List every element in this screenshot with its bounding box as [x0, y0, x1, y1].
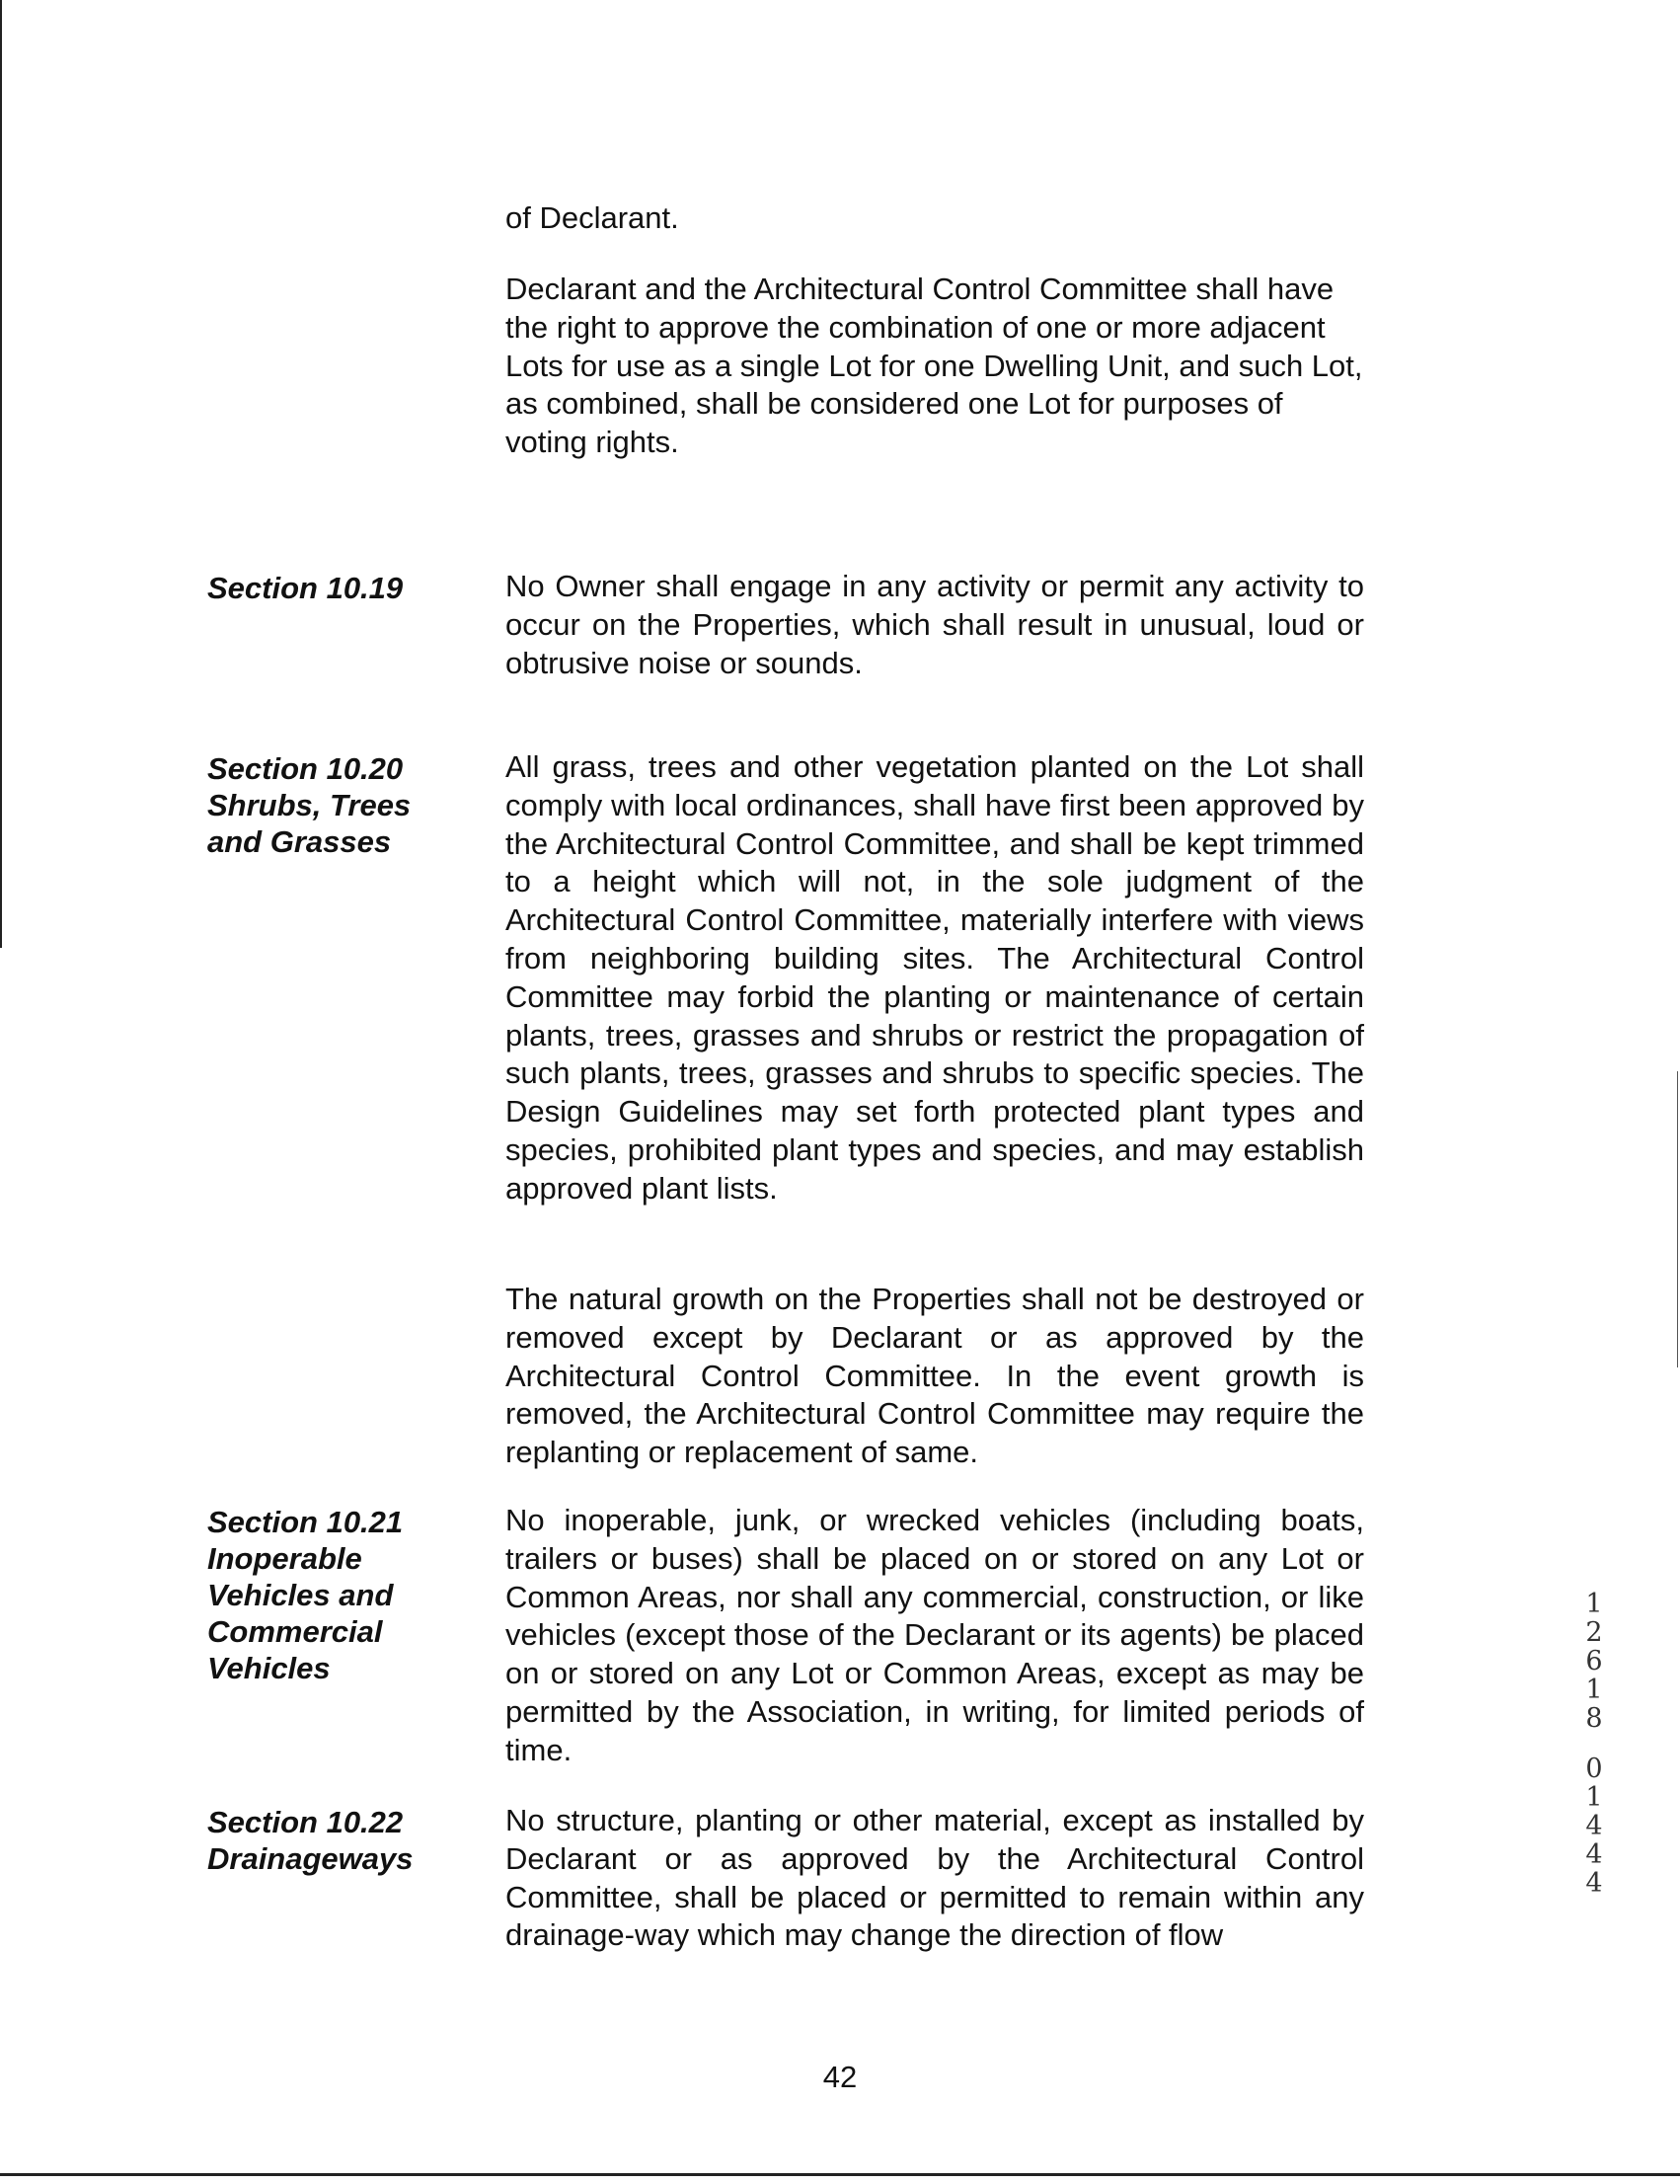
section-10-20-text-1: All grass, trees and other vegetation planted on the Lot shall comply with local ordinances, shall have first been approved by the Architectural Control Committee, and shall be kept trimmed to a height which will not, in the sole judgment of the Architectural Control Committee, materially interfere with views from neighboring building sites. The Architectural Control Committee may forbid the planting or maintenance of certain plants, trees, grasses and shrubs or restrict the propagation of such plants, trees, grasses and shrubs to specific species. The Design Guidelines may set forth protected plant types and species, prohibited plant types and species, and may establish approved plant lists.: [505, 749, 1364, 1206]
section-label-line: Inoperable: [207, 1541, 362, 1576]
section-label-line: Section 10.21: [207, 1505, 404, 1539]
scan-edge-bottom: [0, 2173, 1680, 2176]
section-10-19-label: [207, 570, 444, 606]
section-10-20-text-2: The natural growth on the Properties shall not be destroyed or removed except by Declarant or as approved by the Architectural Control Committee. In the event growth is removed, the Architectural Control Committee may require the replanting or replacement of same.: [505, 1282, 1364, 1470]
page-number: 42: [822, 2060, 858, 2094]
stamp-digit: 0: [1585, 1754, 1603, 1784]
stamp-digit: 1: [1585, 1589, 1603, 1619]
stamp-digit: 6: [1585, 1646, 1603, 1677]
section-10-22-label: [207, 1804, 444, 1877]
section-label-line: Vehicles: [207, 1651, 331, 1685]
stamp-gap: [1574, 1733, 1614, 1755]
section-10-22-text: No structure, planting or other material, except as installed by Declarant or as approved by the Architectural Control Committee, shall be placed or permitted to remain within any drainage-way which may change the direction of flow: [505, 1803, 1364, 1953]
section-10-19-text: No Owner shall engage in any activity or permit any activity to occur on the Properties, which shall result in unusual, loud or obtrusive noise or sounds.: [505, 569, 1364, 680]
recording-stamp: [1574, 1590, 1614, 1898]
section-label-line: and Grasses: [207, 824, 392, 859]
section-label-line: Section 10.22: [207, 1805, 404, 1839]
section-label-line: Section 10.19: [207, 571, 404, 605]
stamp-digit: 1: [1585, 1782, 1603, 1813]
section-10-20-label: [207, 750, 444, 860]
scan-edge-left: [0, 0, 2, 948]
intro-paragraph: Declarant and the Architectural Control Committee shall have the right to approve the combination of one or more adjacent Lots for use as a single Lot for one Dwelling Unit, and such Lot, as combined, shall be considered one Lot for purposes of voting rights.: [505, 272, 1363, 460]
section-10-21-text: No inoperable, junk, or wrecked vehicles (including boats, trailers or buses) shall be placed on or stored on any Lot or Common Areas, nor shall any commercial, construction, or like vehicles (except those of the Declarant or its agents) be placed on or stored on any Lot or Common Areas, except as may be permitted by the Association, in writing, for limited periods of time.: [505, 1503, 1364, 1767]
section-label-line: Commercial: [207, 1614, 383, 1649]
section-10-21-label: [207, 1504, 444, 1686]
stamp-digit: 4: [1585, 1839, 1603, 1870]
section-label-line: Section 10.20: [207, 751, 404, 786]
stamp-digit: 8: [1585, 1703, 1603, 1734]
section-label-line: Drainageways: [207, 1841, 414, 1876]
scan-edge-right: [1677, 1071, 1678, 1367]
intro-line: of Declarant.: [505, 200, 679, 235]
stamp-digit: 1: [1585, 1675, 1603, 1705]
section-label-line: Vehicles and: [207, 1578, 394, 1612]
section-label-line: Shrubs, Trees: [207, 788, 412, 822]
stamp-digit: 4: [1585, 1811, 1603, 1841]
stamp-digit: 2: [1585, 1617, 1603, 1648]
stamp-digit: 4: [1585, 1868, 1603, 1899]
